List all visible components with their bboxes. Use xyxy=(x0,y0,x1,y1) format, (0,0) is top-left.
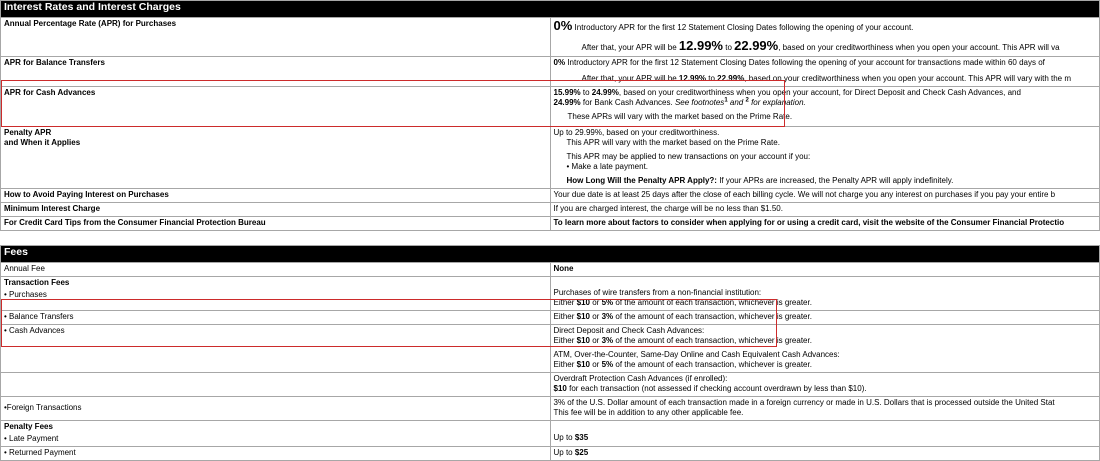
purchases-apr-row xyxy=(1,18,1100,57)
penalty-fees-row xyxy=(1,421,1100,447)
cash-apr-row xyxy=(1,87,1100,127)
annual-fee-label: Annual Fee xyxy=(1,263,551,277)
cash-fee-row xyxy=(1,325,1100,373)
fees-table xyxy=(0,245,1100,461)
avoid-interest-row xyxy=(1,189,1100,203)
fees-section-header: Fees xyxy=(1,246,1100,263)
purchases-apr-label: Annual Percentage Rate (APR) for Purchases xyxy=(1,18,551,57)
purchases-apr-value: 0% Introductory APR for the first 12 Statement Closing Dates following the opening of your account. After that, your APR will be 12.99% to 22.99%, based on your creditworthiness when you open your account. This APR will va xyxy=(550,18,1100,57)
cfpb-tips-value: To learn more about factors to consider when applying for or using a credit card, visit the website of the Consumer Financial Protectio xyxy=(550,217,1100,231)
cash-fee-label: • Cash Advances xyxy=(1,325,551,373)
avoid-interest-label: How to Avoid Paying Interest on Purchases xyxy=(1,189,551,203)
balance-apr-row xyxy=(1,57,1100,87)
balance-apr-value: 0% Introductory APR for the first 12 Statement Closing Dates following the opening of your account for transactions made within 60 days of After that, your APR will be 12.99% to 22.99%, based on your creditworthiness when you open your account. This APR will vary with the m xyxy=(550,57,1100,87)
cfpb-tips-row xyxy=(1,217,1100,231)
minimum-charge-value: If you are charged interest, the charge will be no less than $1.50. xyxy=(550,203,1100,217)
penalty-apr-value: Up to 29.99%, based on your creditworthiness. This APR will vary with the market based on the Prime Rate. This APR may be applied to new transactions on your account if you: • Make a late payment. How Long Will the Penalty APR Apply?: If your APRs are increased, the Penalty APR will apply indefinitely. xyxy=(550,127,1100,189)
penalty-fees-label: Penalty Fees • Late Payment xyxy=(1,421,551,447)
foreign-fee-label: •Foreign Transactions xyxy=(1,397,551,421)
minimum-charge-label: Minimum Interest Charge xyxy=(1,203,551,217)
penalty-apr-row xyxy=(1,127,1100,189)
annual-fee-value: None xyxy=(550,263,1100,277)
returned-fee-row xyxy=(1,447,1100,461)
balance-fee-value: Either $10 or 3% of the amount of each transaction, whichever is greater. xyxy=(550,311,1100,325)
transaction-fees-label: Transaction Fees • Purchases xyxy=(1,277,551,311)
foreign-fee-row xyxy=(1,397,1100,421)
purchases-fee-value: Purchases of wire transfers from a non-financial institution: Either $10 or 5% of the amount of each transaction, whichever is greater. xyxy=(550,277,1100,311)
interest-section-header: Interest Rates and Interest Charges xyxy=(1,1,1100,18)
balance-fee-label: • Balance Transfers xyxy=(1,311,551,325)
avoid-interest-value: Your due date is at least 25 days after the close of each billing cycle. We will not charge you any interest on purchases if you pay your entire b xyxy=(550,189,1100,203)
returned-fee-value: Up to $25 xyxy=(550,447,1100,461)
annual-fee-row xyxy=(1,263,1100,277)
foreign-fee-value: 3% of the U.S. Dollar amount of each transaction made in a foreign currency or made in U.S. Dollars that is processed outside the United Stat This fee will be in addition to any other applicable fee. xyxy=(550,397,1100,421)
penalty-apr-label: Penalty APR and When it Applies xyxy=(1,127,551,189)
cash-fee-value: Direct Deposit and Check Cash Advances: Either $10 or 3% of the amount of each transaction, whichever is greater. ATM, Over-the-Counter, Same-Day Online and Cash Equivalent Cash Advances: Either $10 or 5% of the amount of each transaction, whichever is greater. xyxy=(550,325,1100,373)
overdraft-fee-value: Overdraft Protection Cash Advances (if enrolled): $10 for each transaction (not assessed if checking account overdrawn by less than $10). xyxy=(550,373,1100,397)
balance-fee-row xyxy=(1,311,1100,325)
late-fee-value: Up to $35 xyxy=(550,421,1100,447)
cash-apr-label: APR for Cash Advances xyxy=(1,87,551,127)
minimum-charge-row xyxy=(1,203,1100,217)
transaction-fees-row xyxy=(1,277,1100,311)
returned-fee-label: • Returned Payment xyxy=(1,447,551,461)
cfpb-tips-label: For Credit Card Tips from the Consumer Financial Protection Bureau xyxy=(1,217,551,231)
cash-apr-value: 15.99% to 24.99%, based on your creditworthiness when you open your account, for Direct Deposit and Check Cash Advances, and 24.99% for Bank Cash Advances. See footnotes$^1$ and $^2$ for explanation. These APRs will vary with the market based on the Prime Rate. xyxy=(550,87,1100,127)
overdraft-fee-row xyxy=(1,373,1100,397)
balance-apr-label: APR for Balance Transfers xyxy=(1,57,551,87)
